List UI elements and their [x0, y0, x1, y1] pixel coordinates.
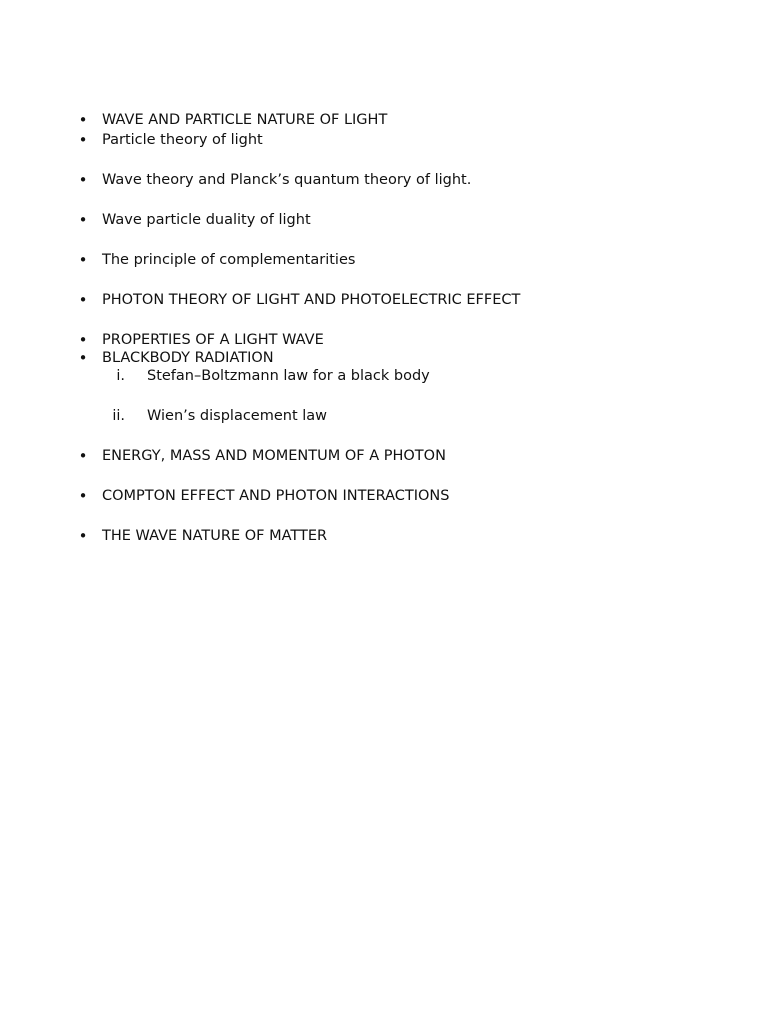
roman-numeral-marker: i. [116, 368, 125, 384]
list-item-text: COMPTON EFFECT AND PHOTON INTERACTIONS [102, 488, 450, 504]
list-item [0, 526, 700, 546]
list-item-text: The principle of complementarities [102, 252, 356, 268]
bullet-marker: • [78, 251, 88, 269]
list-item [0, 130, 700, 150]
bullet-marker: • [78, 487, 88, 505]
list-item [0, 330, 700, 350]
list-item [0, 250, 700, 270]
list-item [0, 210, 700, 230]
list-item-text: PHOTON THEORY OF LIGHT AND PHOTOELECTRIC EFFECT [102, 292, 521, 308]
list-item-text: BLACKBODY RADIATION [102, 350, 274, 366]
sub-list-item [0, 366, 700, 386]
list-item [0, 170, 700, 190]
list-item-text: Wave theory and Planck’s quantum theory of light. [102, 172, 472, 188]
bullet-marker: • [78, 291, 88, 309]
list-item [0, 446, 700, 466]
bullet-marker: • [78, 527, 88, 545]
roman-numeral-marker: ii. [112, 408, 125, 424]
list-item-text: WAVE AND PARTICLE NATURE OF LIGHT [102, 112, 388, 128]
list-item-text: Particle theory of light [102, 132, 263, 148]
list-item-text: ENERGY, MASS AND MOMENTUM OF A PHOTON [102, 448, 446, 464]
sub-list-item-text: Wien’s displacement law [147, 408, 328, 424]
list-item-text: Wave particle duality of light [102, 212, 311, 228]
bullet-marker: • [78, 171, 88, 189]
bullet-marker: • [78, 447, 88, 465]
bullet-marker: • [78, 211, 88, 229]
bullet-marker: • [78, 131, 88, 149]
bullet-marker: • [78, 349, 88, 367]
list-item-text: THE WAVE NATURE OF MATTER [102, 528, 328, 544]
bullet-marker: • [78, 331, 88, 349]
sub-list-item-text: Stefan–Boltzmann law for a black body [147, 368, 430, 384]
list-item [0, 486, 700, 506]
bullet-marker: • [78, 111, 88, 129]
list-item-text: PROPERTIES OF A LIGHT WAVE [102, 332, 324, 348]
list-item [0, 348, 700, 368]
list-item [0, 290, 700, 310]
list-item [0, 110, 700, 130]
sub-list-item [0, 406, 700, 426]
